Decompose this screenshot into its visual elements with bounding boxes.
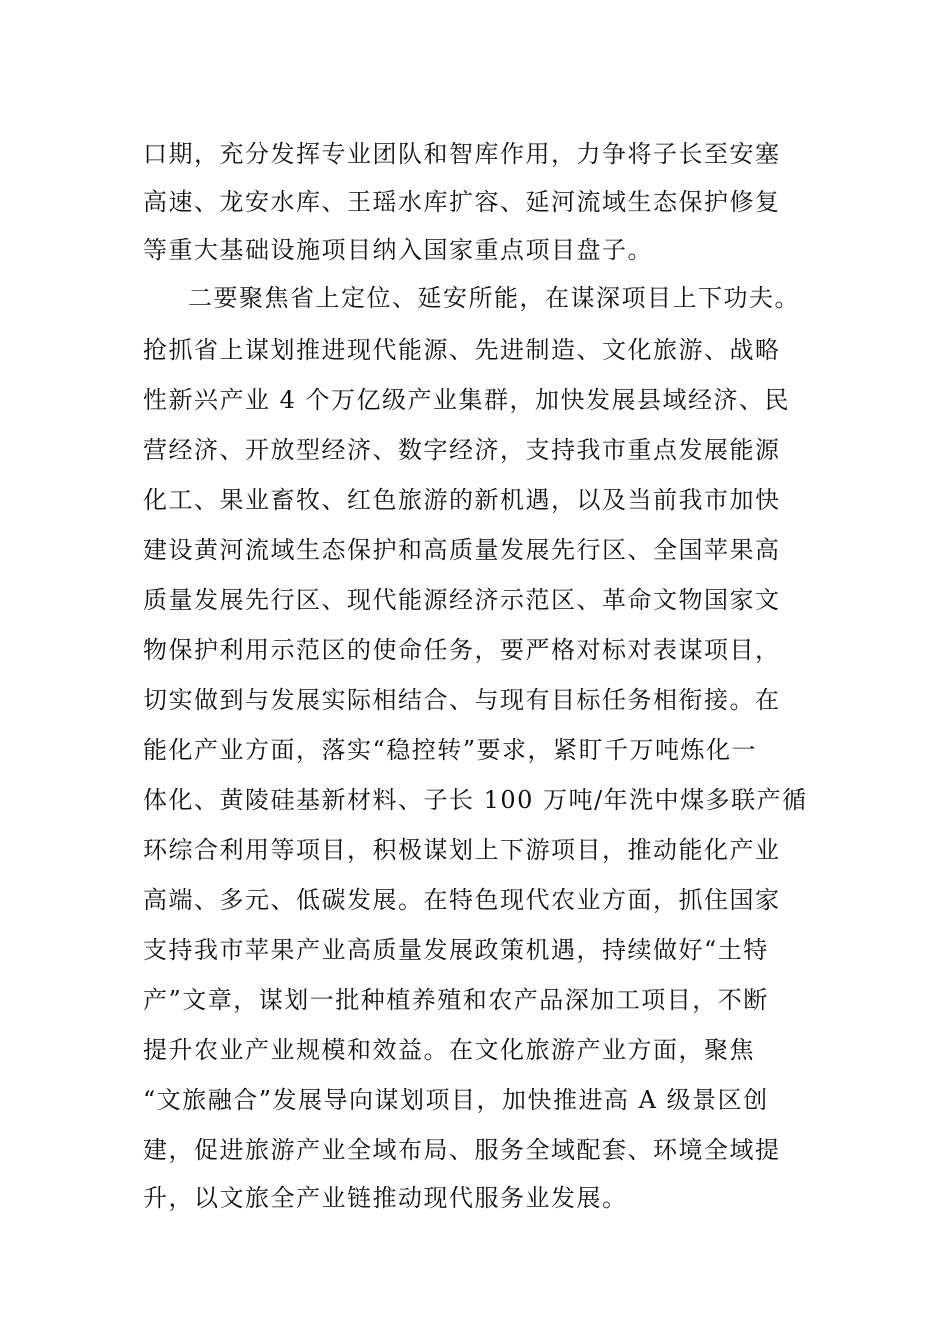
text-line: 抢抓省上谋划推进现代能源、先进制造、文化旅游、战略 (143, 336, 781, 364)
text-line: 提升农业产业规模和效益。在文化旅游产业方面，聚焦 (143, 1036, 755, 1064)
text-line: 化工、果业畜牧、红色旅游的新机遇，以及当前我市加快 (143, 486, 781, 514)
text-line: 性新兴产业 4 个万亿级产业集群，加快发展县域经济、民 (143, 386, 791, 414)
text-line: 等重大基础设施项目纳入国家重点项目盘子。 (143, 236, 653, 264)
text-line: 质量发展先行区、现代能源经济示范区、革命文物国家文 (143, 586, 781, 614)
text-line: 高端、多元、低碳发展。在特色现代农业方面，抓住国家 (143, 886, 781, 914)
text-line: 升，以文旅全产业链推动现代服务业发展。 (143, 1184, 628, 1212)
text-line: 物保护利用示范区的使命任务，要严格对标对表谋项目， (143, 636, 781, 664)
text-line: 体化、黄陵硅基新材料、子长 100 万吨/年洗中煤多联产循 (143, 786, 808, 814)
text-line: 口期，充分发挥专业团队和智库作用，力争将子长至安塞 (143, 140, 781, 168)
text-line: 建设黄河流域生态保护和高质量发展先行区、全国苹果高 (143, 536, 781, 564)
text-line: 支持我市苹果产业高质量发展政策机遇，持续做好“土特 (143, 936, 769, 964)
paragraph-first-line: 二要聚焦省上定位、延安所能，在谋深项目上下功夫。 (188, 284, 800, 312)
text-line: 切实做到与发展实际相结合、与现有目标任务相衔接。在 (143, 686, 781, 714)
text-line: “文旅融合”发展导向谋划项目，加快推进高 A 级景区创 (143, 1086, 769, 1114)
text-line: 高速、龙安水库、王瑶水库扩容、延河流域生态保护修复 (143, 188, 781, 216)
text-line: 环综合利用等项目，积极谋划上下游项目，推动能化产业 (143, 836, 781, 864)
text-line: 产”文章，谋划一批种植养殖和农产品深加工项目，不断 (143, 986, 769, 1014)
text-line: 建，促进旅游产业全域布局、服务全域配套、环境全域提 (143, 1136, 781, 1164)
text-line: 能化产业方面，落实“稳控转”要求，紧盯千万吨炼化一 (143, 736, 758, 764)
text-line: 营经济、开放型经济、数字经济，支持我市重点发展能源 (143, 436, 781, 464)
